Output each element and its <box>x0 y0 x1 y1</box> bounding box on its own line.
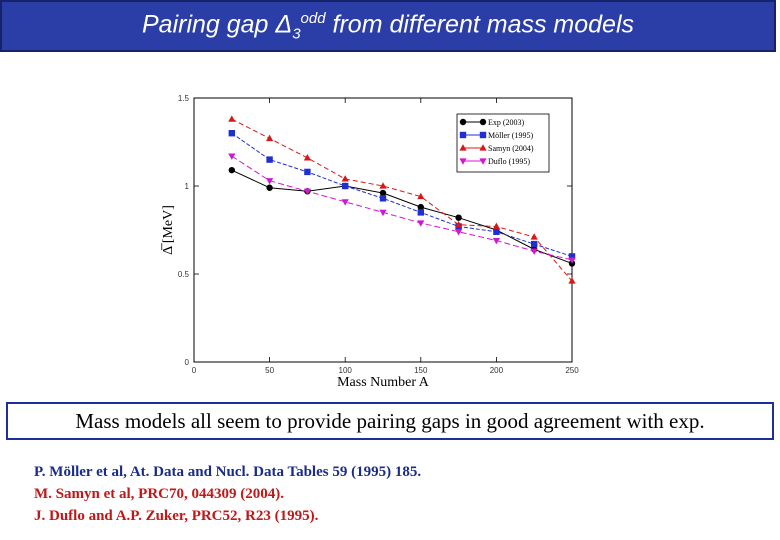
legend-label: Exp (2003) <box>488 118 525 127</box>
references <box>34 461 421 527</box>
chart-legend <box>457 114 549 172</box>
data-point <box>342 183 348 189</box>
x-tick-label: 50 <box>265 366 275 375</box>
x-tick-label: 100 <box>338 366 352 375</box>
y-tick-label: 1.5 <box>177 94 189 103</box>
legend-marker <box>460 119 466 125</box>
x-tick-label: 0 <box>191 366 197 375</box>
x-tick-label: 250 <box>565 366 579 375</box>
reference-moller: P. Möller et al, At. Data and Nucl. Data Tables 59 (1995) 185. <box>34 464 422 480</box>
legend-marker <box>460 132 466 138</box>
data-point <box>229 167 235 173</box>
data-point <box>493 229 499 235</box>
data-point <box>531 241 537 247</box>
data-point <box>380 195 386 201</box>
reference-duflo: J. Duflo and A.P. Zuker, PRC52, R23 (1995). <box>34 508 319 524</box>
x-axis-label: Mass Number A <box>337 375 429 390</box>
data-point <box>418 209 424 215</box>
title-subscript: 3 <box>292 25 301 43</box>
y-tick-label: 0 <box>184 358 189 367</box>
reference-samyn: M. Samyn et al, PRC70, 044309 (2004). <box>34 486 284 502</box>
x-tick-label: 200 <box>489 366 504 375</box>
data-point <box>266 185 272 191</box>
title-bar <box>0 0 776 52</box>
legend-label: Möller (1995) <box>488 131 534 140</box>
x-tick-label: 150 <box>414 366 428 375</box>
legend-label: Duflo (1995) <box>488 157 530 166</box>
data-point <box>304 169 310 175</box>
legend-marker <box>480 119 486 125</box>
y-tick-label: 1 <box>184 182 189 191</box>
title-prefix: Pairing gap <box>141 10 276 39</box>
title-delta: Δ <box>275 10 293 39</box>
conclusion-box <box>6 402 774 440</box>
data-point <box>229 130 235 136</box>
legend-label: Samyn (2004) <box>488 144 534 153</box>
y-axis-label: Δ̅ [MeV] <box>161 205 176 255</box>
data-point <box>266 156 272 162</box>
conclusion-text: Mass models all seem to provide pairing gaps in good agreement with exp. <box>75 408 705 433</box>
title-superscript: odd <box>300 9 326 27</box>
slide-title <box>142 10 634 42</box>
y-tick-label: 0.5 <box>177 270 189 279</box>
title-suffix: from different mass models <box>325 10 635 39</box>
pairing-gap-chart <box>160 88 590 398</box>
data-point <box>455 214 461 220</box>
legend-marker <box>480 132 486 138</box>
